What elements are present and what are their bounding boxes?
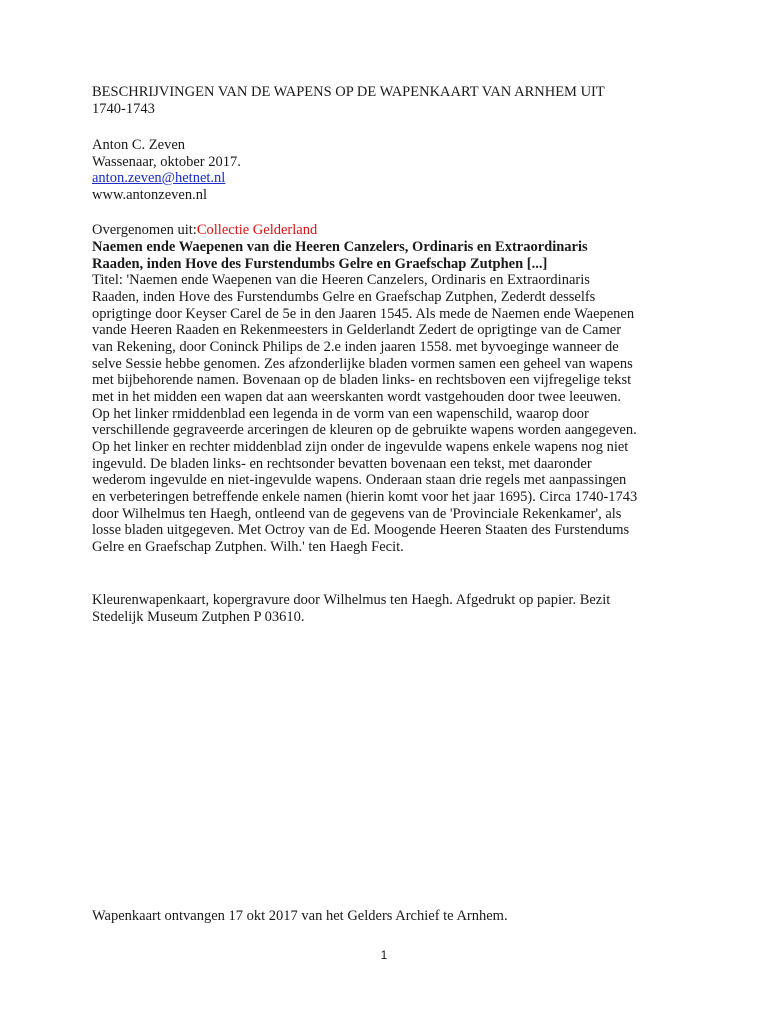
description-line: Titel: 'Naemen ende Waepenen van die Heeren Canzelers, Ordinaris en Extraordinaris [92, 272, 590, 288]
description-line: Op het linker en rechter middenblad zijn onder de ingevulde wapens enkele wapens nog niet [92, 439, 629, 455]
document-title-line-2: 1740-1743 [92, 101, 155, 117]
source-line [92, 222, 317, 239]
description-line: verschillende gegraveerde arceringen de kleuren op de gebruikte wapens worden aangegeven. [92, 422, 637, 438]
description-line: vande Heeren Raaden en Rekenmeesters in Gelderlandt Zedert de oprigtinge van de Camer [92, 322, 622, 338]
description-line: Op het linker rmiddenblad een legenda in de vorm van een wapenschild, waarop door [92, 406, 589, 422]
note-line-1: Kleurenwapenkaart, kopergravure door Wilhelmus ten Haegh. Afgedrukt op papier. Bezit [92, 592, 611, 608]
note-line-2: Stedelijk Museum Zutphen P 03610. [92, 609, 305, 625]
description-line: selve Sessie hebbe genomen. Zes afzonderlijke bladen vormen samen een geheel van wapens [92, 356, 633, 372]
description-line: en verbeteringen betreffende enkele namen (hierin komt voor het jaar 1695). Circa 1740-1743 [92, 489, 638, 505]
description-line: door Wilhelmus ten Haegh, ontleend van de gegevens van de 'Provinciale Rekenkamer', als [92, 506, 622, 522]
author-website: www.antonzeven.nl [92, 187, 208, 203]
description-line: van Rekening, door Coninck Philips de 2.e inden jaaren 1558. met byvoeginge wanneer de [92, 339, 619, 355]
document-title-line-1: BESCHRIJVINGEN VAN DE WAPENS OP DE WAPENKAART VAN ARNHEM UIT [92, 84, 605, 100]
description-line: wederom ingevulde en niet-ingevulde wapens. Onderaan staan drie regels met aanpassingen [92, 472, 627, 488]
description-line: met bijbehorende namen. Bovenaan op de bladen links- en rechtsboven een vijfregelige tekst [92, 372, 632, 388]
description-line: ingevuld. De bladen links- en rechtsonder bevatten bovenaan een tekst, met daaronder [92, 456, 592, 472]
source-collection-link[interactable]: Collectie Gelderland [196, 222, 318, 238]
description-line: losse bladen uitgegeven. Met Octroy van de Ed. Moogende Heeren Staaten des Furstendums [92, 522, 630, 538]
source-prefix: Overgenomen uit: [92, 222, 197, 238]
description-line: oprigtinge door Keyser Carel de 5e in den Jaaren 1545. Als mede de Naemen ende Waepenen [92, 306, 635, 322]
author-email-link[interactable]: anton.zeven@hetnet.nl [92, 170, 226, 186]
description-line: Raaden, inden Hove des Furstendumbs Gelre en Graefschap Zutphen, Zederdt desselfs [92, 289, 596, 305]
author-name: Anton C. Zeven [92, 137, 186, 153]
heading-line-1: Naemen ende Waepenen van die Heeren Canzelers, Ordinaris en Extraordinaris [92, 239, 588, 255]
heading-line-2: Raaden, inden Hove des Furstendumbs Gelre en Graefschap Zutphen [...] [92, 256, 548, 272]
page-number: 1 [380, 948, 388, 962]
received-note: Wapenkaart ontvangen 17 okt 2017 van het Gelders Archief te Arnhem. [92, 908, 508, 924]
author-place-date: Wassenaar, oktober 2017. [92, 154, 241, 170]
description-line: Gelre en Graefschap Zutphen. Wilh.' ten Haegh Fecit. [92, 539, 404, 555]
description-line: met in het midden een wapen dat aan weerskanten wordt vastgehouden door twee leeuwen. [92, 389, 622, 405]
